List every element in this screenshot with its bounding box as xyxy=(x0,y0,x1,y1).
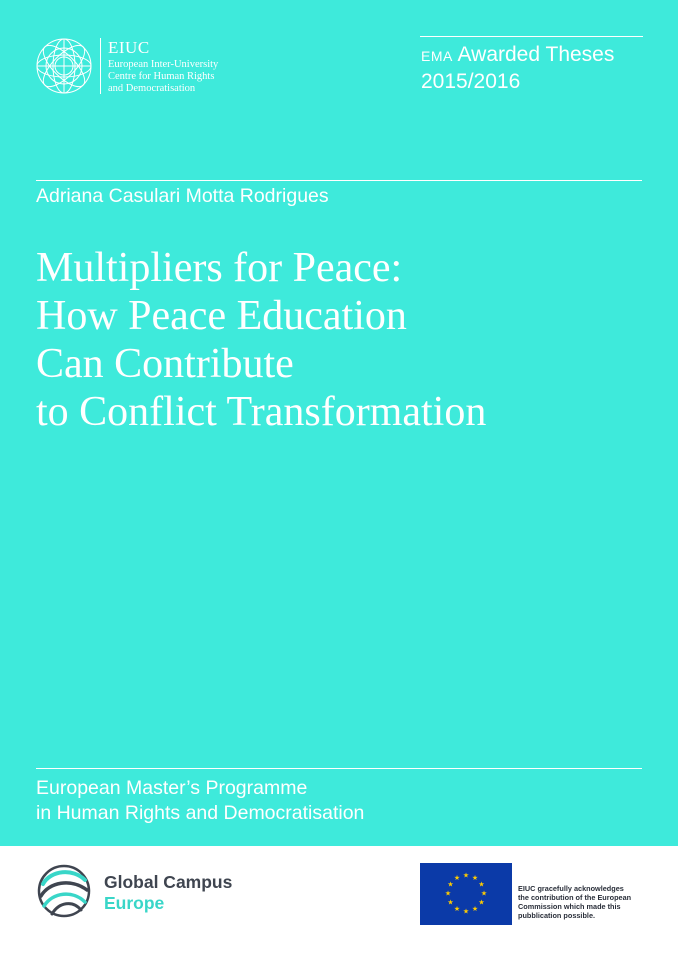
org-name: EIUC xyxy=(108,38,150,57)
series-label xyxy=(421,42,614,94)
svg-text:★: ★ xyxy=(462,907,470,916)
svg-text:★: ★ xyxy=(447,898,454,907)
gc-line-2: Europe xyxy=(104,893,165,913)
series-rule xyxy=(420,36,643,37)
series-title: Awarded Theses xyxy=(457,43,615,66)
eiuc-globe-icon xyxy=(34,36,94,96)
svg-text:★: ★ xyxy=(471,905,479,913)
title-line: How Peace Education xyxy=(36,293,407,339)
svg-text:★: ★ xyxy=(478,898,485,907)
org-description xyxy=(108,59,218,95)
org-desc-line: Centre for Human Rights xyxy=(108,71,215,82)
gc-line-1: Global Campus xyxy=(104,872,233,892)
title-line: Multipliers for Peace: xyxy=(36,245,403,291)
global-campus-swirl-icon xyxy=(35,862,93,920)
eu-acknowledgement xyxy=(518,884,631,920)
org-desc-line: European Inter-University xyxy=(108,59,219,70)
svg-text:★: ★ xyxy=(462,871,470,880)
programme-line: European Master’s Programme xyxy=(36,777,308,799)
series-abbr: EMA xyxy=(421,48,453,64)
svg-text:★: ★ xyxy=(478,880,485,889)
programme-line: in Human Rights and Democratisation xyxy=(36,802,365,824)
title-line: Can Contribute xyxy=(36,341,294,387)
svg-text:★: ★ xyxy=(444,889,452,898)
svg-text:★: ★ xyxy=(453,874,461,882)
eu-flag-icon xyxy=(420,863,512,925)
org-desc-line: and Democratisation xyxy=(108,83,196,94)
logo-separator xyxy=(100,38,101,94)
svg-text:★: ★ xyxy=(471,874,479,882)
divider-top xyxy=(36,180,642,181)
divider-bottom xyxy=(36,768,642,769)
author-name: Adriana Casulari Motta Rodrigues xyxy=(36,185,329,207)
global-campus-wordmark xyxy=(104,872,232,914)
eu-text-line: the contribution of the European xyxy=(518,893,632,902)
programme-name xyxy=(36,776,364,826)
eu-text-line: Commission which made this xyxy=(518,902,621,911)
thesis-title xyxy=(36,244,486,436)
eu-text-line: pubblication possible. xyxy=(518,911,596,920)
eu-text-line: EIUC gracefully acknowledges xyxy=(518,884,624,893)
svg-text:★: ★ xyxy=(480,889,488,898)
title-line: to Conflict Transformation xyxy=(36,389,487,435)
svg-text:★: ★ xyxy=(447,880,454,889)
series-year: 2015/2016 xyxy=(421,70,521,93)
svg-text:★: ★ xyxy=(453,905,461,913)
